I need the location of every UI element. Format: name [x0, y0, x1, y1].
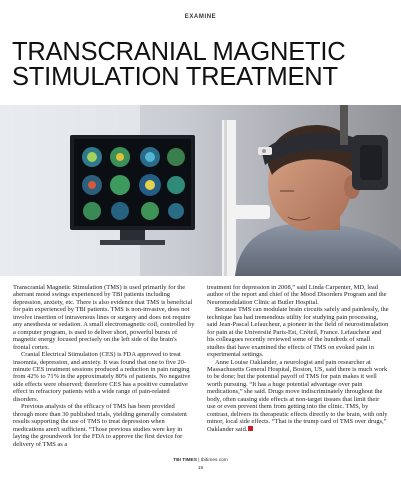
article-column-left: [13, 284, 195, 456]
footer-separator: |: [196, 458, 201, 463]
paragraph: Transcranial Magnetic Stimulation (TMS) is used primarily for the aberrant mood swings experienced by TBI patients including depression, anxiety, etc. There is also evidence that TMS is beneficial for pain experienced by TBI patients. TMS is non-invasive, does not involve insertion of intravenous lines or surgery and does not require any anesthesia or sedation. A small electromagnetic coil, controlled by a computer program, is used to deliver short, powerful bursts of magnetic energy focused precisely on the left side of the brain's frontal cortex.: [13, 284, 195, 351]
article-body: [13, 284, 389, 456]
paragraph: treatment for depression in 2008,” said Linda Carpenter, MD, lead author of the report and chief of the Mood Disorders Program and the Neuromodulation Clinic at Butler Hospital.: [207, 284, 387, 306]
footer-site: tbitimes.com: [200, 458, 228, 463]
paragraph: Previous analysis of the efficacy of TMS has been provided through more than 30 published trials, yielding generally consistent results supporting the use of TMS to treat depression when medications aren't sufficient. “Those previous studies were key in laying the groundwork for the FDA to approve the first device for delivery of TMS as a: [13, 403, 187, 448]
paragraph-text: Anne Louise Oaklander, a neurologist and pain researcher at Massachusetts General Hospital, Boston, US, said there is much work to be done; but the potential payoff of TMS for pain makes it well worth pursuing. “It has a huge potential advantage over pain medications,” she said. Drugs move indiscriminately throughout the body, often causing side effects at non-target tissues that limit their use or even prevent them from getting into the clinic. TMS, by contrast, delivers its therapeutic effects directly to the brain, with only minor, local side effects. “That is the trump card of TMS over drugs,” Oaklander said.: [207, 358, 388, 433]
paragraph: Cranial Electrical Stimulation (CES) is FDA approved to treat insomnia, depression, and anxiety. It was found that one to five 20-minute CES treatment sessions produced a reduction in pain ranging from 42% to 71% in the approximately 80% of patients. No negative side effects were observed; therefore CES has a positive cumulative effect in refractory patients with a wide range of pain-related disorders.: [13, 351, 191, 403]
paragraph: Because TMS can modulate brain circuits safely and painlessly, the technique has had tremendous utility for studying pain processing, said Jean-Pascal Lefaucheur, a pioneer in the field of neurostimulation for pain at the Université Paris-Est, Créteil, France. Lefaucheur and his colleagues recently reviewed some of the hundreds of small studies that have examined the effects of TMS on evoked pain in experimental settings.: [207, 306, 389, 359]
end-of-article-mark: [248, 426, 253, 431]
footer: [0, 458, 401, 463]
article-photo: [0, 105, 401, 276]
headline: [12, 40, 392, 90]
section-label: EXAMINE: [184, 14, 217, 20]
paragraph: [207, 359, 389, 434]
article-column-right: [207, 284, 389, 456]
headline-line-1: TRANSCRANIAL MAGNETIC: [12, 38, 346, 66]
headline-line-2: STIMULATION TREATMENT: [12, 63, 338, 91]
footer-brand: TBI TIMES: [173, 458, 197, 463]
tms-treatment-photo: [0, 105, 401, 276]
page-number: 19: [197, 466, 204, 471]
